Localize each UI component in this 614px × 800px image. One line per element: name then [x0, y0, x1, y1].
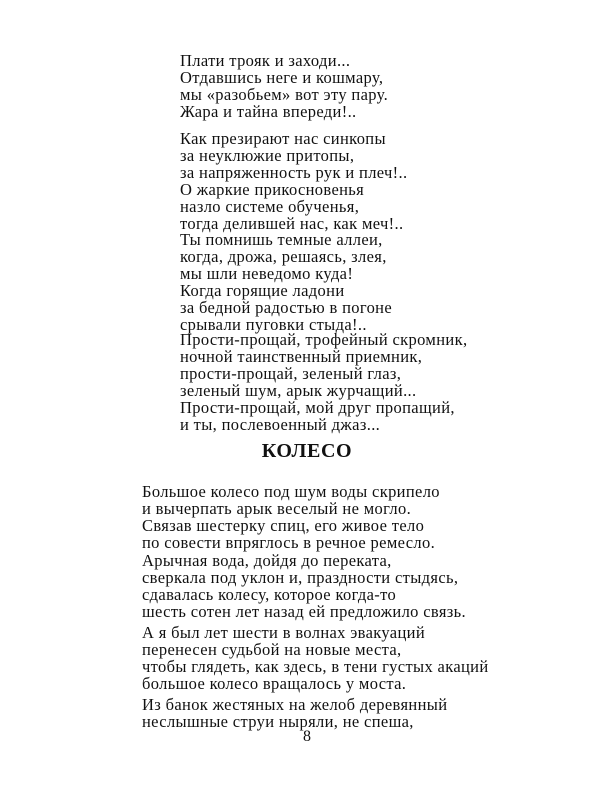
poem-line: Плати трояк и заходи...	[180, 51, 351, 70]
poem-line: за напряженность рук и плеч!..	[180, 163, 408, 182]
poem1-stanza-3	[180, 231, 392, 333]
poem-line: и ты, послевоенный джаз...	[180, 415, 381, 434]
poem1-stanza-2	[180, 130, 407, 232]
poem-line: и вычерпать арык веселый не могло.	[142, 499, 412, 518]
poem-line: по совести впряглось в речное ремесло.	[142, 533, 436, 552]
poem1-stanza-4	[180, 331, 467, 433]
poem-line: Когда горящие ладони	[180, 281, 345, 300]
poem-line: перенесен судьбой на новые места,	[142, 640, 402, 659]
poem-line: сверкала под уклон и, праздности стыдясь,	[142, 568, 459, 587]
poem-line: за неуклюжие притопы,	[180, 146, 355, 165]
poem-line: Ты помнишь темные аллеи,	[180, 230, 383, 249]
poem2-stanza-2	[142, 552, 466, 620]
poem-line: мы шли неведомо куда!	[180, 264, 354, 283]
poem-line: Связав шестерку спиц, его живое тело	[142, 516, 425, 535]
poem-line: Прости-прощай, мой друг пропащий,	[180, 398, 455, 417]
poem-line: когда, дрожа, решаясь, злея,	[180, 247, 387, 266]
poem-line: тогда делившей нас, как меч!..	[180, 214, 404, 233]
poem2-stanza-3	[142, 624, 489, 692]
poem-line: зеленый шум, арык журчащий...	[180, 381, 417, 400]
poem-line: Как презирают нас синкопы	[180, 129, 386, 148]
poem-line: Прости-прощай, трофейный скромник,	[180, 330, 468, 349]
poem-line: А я был лет шести в волнах эвакуаций	[142, 623, 426, 642]
poem-line: прости-прощай, зеленый глаз,	[180, 364, 402, 383]
poem-line: Жара и тайна впереди!..	[180, 102, 357, 121]
poem-line: сдавалась колесу, которое когда-то	[142, 585, 397, 604]
poem1-stanza-1	[180, 52, 388, 120]
poem-line: назло системе обученья,	[180, 197, 360, 216]
poem-line: О жаркие прикосновенья	[180, 180, 365, 199]
poem-line: Арычная вода, дойдя до переката,	[142, 551, 392, 570]
poem-line: Отдавшись неге и кошмару,	[180, 68, 384, 87]
poem-line: Большое колесо под шум воды скрипело	[142, 482, 440, 501]
poem-line: шесть сотен лет назад ей предложило связь.	[142, 602, 467, 621]
poem-line: Из банок жестяных на желоб деревянный	[142, 695, 448, 714]
poem-line: чтобы глядеть, как здесь, в тени густых акаций	[142, 657, 489, 676]
poem-title: КОЛЕСО	[261, 440, 353, 462]
page-number: 8	[303, 728, 311, 745]
poem-line: за бедной радостью в погоне	[180, 298, 393, 317]
poem-line: неслышные струи ныряли, не спеша,	[142, 712, 414, 731]
poem-line: большое колесо вращалось у моста.	[142, 674, 407, 693]
poem2-stanza-1	[142, 483, 440, 551]
poem2-stanza-4	[142, 696, 447, 730]
poem-line: мы «разобьем» вот эту пару.	[180, 85, 389, 104]
poem-line: ночной таинственный приемник,	[180, 347, 423, 366]
poem-line: срывали пуговки стыда!..	[180, 315, 367, 334]
